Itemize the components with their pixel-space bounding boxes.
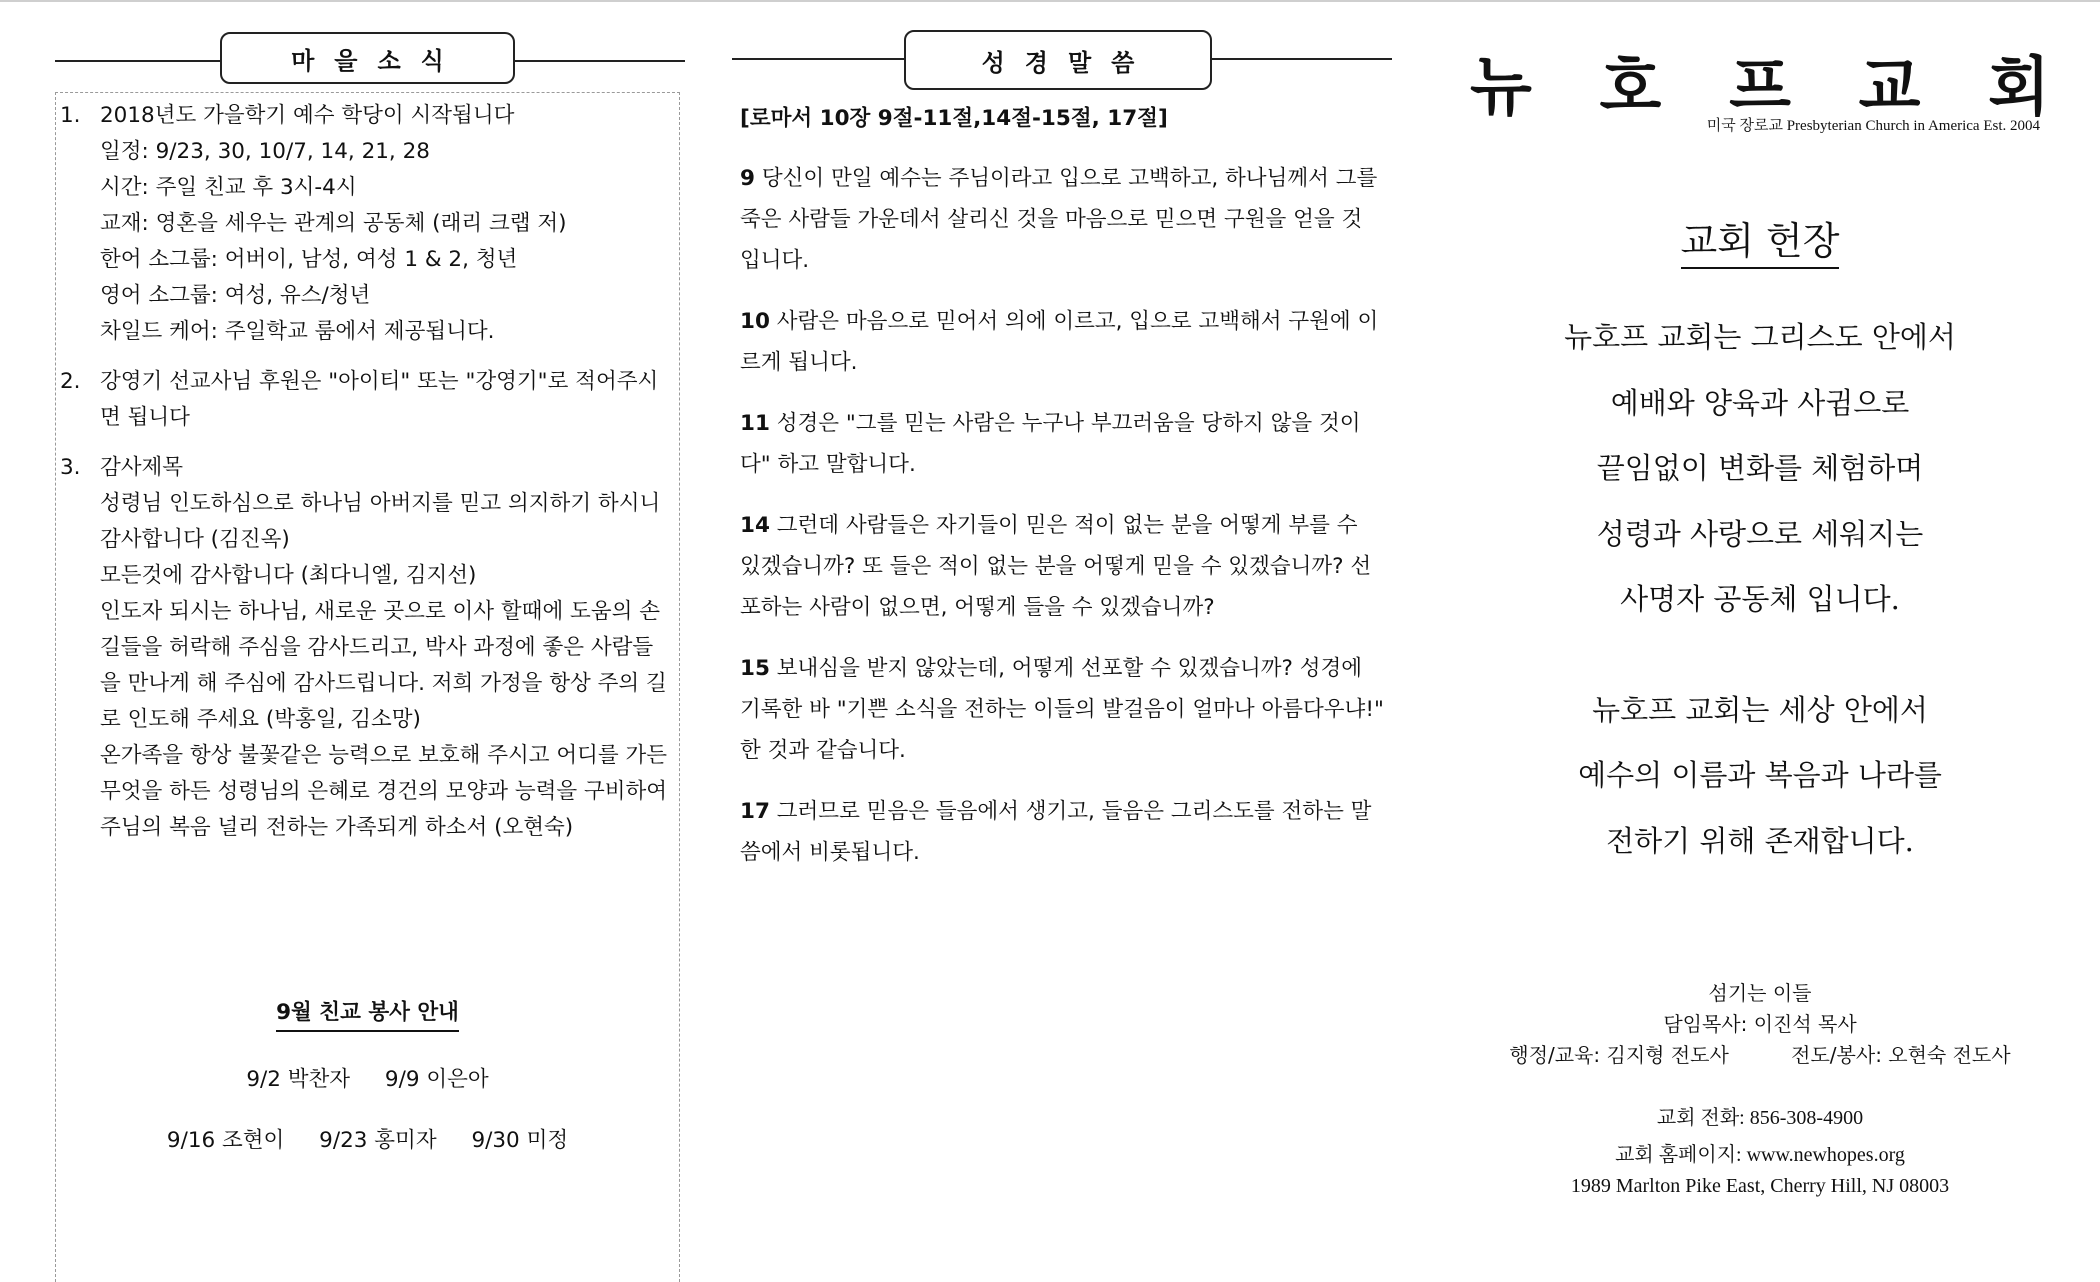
news-line: 2018년도 가을학기 예수 학당이 시작됩니다 xyxy=(100,103,515,128)
church-name-char: 교 xyxy=(1858,51,1921,125)
news-number: 1. xyxy=(60,103,81,128)
verse-line: 르게 됩니다. xyxy=(740,350,858,375)
charter-line: 뉴호프 교회는 세상 안에서 xyxy=(1592,692,1928,727)
verse-number: 10 xyxy=(740,309,770,334)
news-heading-label: 마을소식 xyxy=(220,32,515,84)
news-line: 성령님 인도하심으로 하나님 아버지를 믿고 의지하기 하시니 xyxy=(100,491,661,516)
verse xyxy=(740,158,1390,281)
news-line: 길들을 허락해 주심을 감사드리고, 박사 과정에 좋은 사람들 xyxy=(100,635,654,660)
verse-number: 9 xyxy=(740,166,755,191)
verse-line: 성경은 "그를 믿는 사람은 누구나 부끄러움을 당하지 않을 것이 xyxy=(776,411,1361,436)
news-line: 감사제목 xyxy=(100,455,184,480)
news-line: 모든것에 감사합니다 (최다니엘, 김지선) xyxy=(100,563,477,588)
verse xyxy=(740,403,1390,485)
verse xyxy=(740,791,1390,873)
verse-number: 15 xyxy=(740,656,770,681)
service-entry: 9/9 이은아 xyxy=(384,1067,489,1092)
fellowship-service xyxy=(60,995,675,1154)
news-line: 감사합니다 (김진옥) xyxy=(100,527,290,552)
verse-line: 사람은 마음으로 믿어서 의에 이르고, 입으로 고백해서 구원에 이 xyxy=(776,309,1379,334)
verse-line: 포하는 사람이 없으면, 어떻게 들을 수 있겠습니까? xyxy=(740,595,1215,620)
scripture-heading-label: 성경말씀 xyxy=(904,30,1212,90)
verse-line: 다" 하고 말합니다. xyxy=(740,452,916,477)
verse-line: 죽은 사람들 가운데서 살리신 것을 마음으로 믿으면 구원을 얻을 것 xyxy=(740,207,1363,232)
service-row xyxy=(60,1062,675,1093)
service-row xyxy=(60,1123,675,1154)
service-entry: 9/23 홍미자 xyxy=(319,1128,437,1153)
verse-line: 기록한 바 "기쁜 소식을 전하는 이들의 발걸음이 얼마나 아름다우냐!" xyxy=(740,697,1384,722)
scripture-heading xyxy=(732,30,1392,86)
church-name-char: 호 xyxy=(1599,51,1662,125)
news-line: 온가족을 항상 불꽃같은 능력으로 보호해 주시고 어디를 가든 xyxy=(100,743,668,768)
charter-line: 사명자 공동체 입니다. xyxy=(1620,582,1900,616)
church-name-char: 뉴 xyxy=(1470,51,1532,125)
scripture-passage xyxy=(740,102,1390,893)
news-line: 강영기 선교사님 후원은 "아이티" 또는 "강영기"로 적어주시 xyxy=(100,369,659,394)
church-homepage: 교회 홈페이지: www.newhopes.org xyxy=(1615,1144,1905,1166)
staff-row xyxy=(1470,1040,2050,1071)
verse xyxy=(740,301,1390,383)
scripture-reference: [로마서 10장 9절-11절,14절-15절, 17절] xyxy=(740,106,1168,131)
verse-line: 씀에서 비롯됩니다. xyxy=(740,840,920,865)
mission-staff: 전도/봉사: 오현숙 전도사 xyxy=(1791,1043,2011,1067)
church-name-char: 프 xyxy=(1729,51,1791,125)
charter-line: 끝임없이 변화를 체험하며 xyxy=(1596,451,1924,485)
verse-line: 있겠습니까? 또 들은 적이 없는 분을 어떻게 믿을 수 있겠습니까? 선 xyxy=(740,554,1372,579)
charter-line: 예수의 이름과 복음과 나라를 xyxy=(1578,758,1942,792)
news-line: 로 인도해 주세요 (박홍일, 김소망) xyxy=(100,707,421,732)
verse-line: 그러므로 믿음은 들음에서 생기고, 들음은 그리스도를 전하는 말 xyxy=(776,799,1372,824)
charter-line: 예배와 양육과 사귐으로 xyxy=(1610,385,1910,420)
news-line: 일정: 9/23, 30, 10/7, 14, 21, 28 xyxy=(100,139,430,164)
news-item xyxy=(60,450,675,846)
charter-text xyxy=(1470,312,2050,881)
verse-line: 입니다. xyxy=(740,248,810,273)
service-entry: 9/30 미정 xyxy=(471,1128,569,1153)
church-phone: 교회 전화: 856-308-4900 xyxy=(1656,1107,1864,1129)
news-line: 시간: 주일 친교 후 3시-4시 xyxy=(100,175,357,200)
admin-staff: 행정/교육: 김지형 전도사 xyxy=(1509,1043,1729,1067)
church-address: 1989 Marlton Pike East, Cherry Hill, NJ 08003 xyxy=(1570,1175,1950,1197)
charter-line: 성령과 사랑으로 세워지는 xyxy=(1596,516,1924,551)
service-entry: 9/16 조현이 xyxy=(166,1128,285,1153)
news-list xyxy=(60,98,675,860)
news-line: 교재: 영혼을 세우는 관계의 공동체 (래리 크랩 저) xyxy=(100,211,567,236)
charter-line: 뉴호프 교회는 그리스도 안에서 xyxy=(1564,320,1956,354)
verse-line: 그런데 사람들은 자기들이 믿은 적이 없는 분을 어떻게 부를 수 xyxy=(776,513,1358,538)
servants xyxy=(1470,978,2050,1071)
news-line: 주님의 복음 널리 전하는 가족되게 하소서 (오현숙) xyxy=(100,815,574,840)
service-title: 9월 친교 봉사 안내 xyxy=(276,995,459,1032)
charter-title-text: 교회 헌장 xyxy=(1681,219,1840,269)
verse-line: 보내심을 받지 않았는데, 어떻게 선포할 수 있겠습니까? 성경에 xyxy=(776,656,1363,681)
contact-info xyxy=(1470,1103,2050,1202)
verse-line: 당신이 만일 예수는 주님이라고 입으로 고백하고, 하나님께서 그를 xyxy=(761,166,1378,191)
news-item xyxy=(60,98,675,350)
top-border xyxy=(0,0,2100,2)
verse-number: 11 xyxy=(740,411,770,436)
news-line: 무엇을 하든 성령님의 은혜로 경건의 모양과 능력을 구비하여 xyxy=(100,779,668,804)
senior-pastor: 담임목사: 이진석 목사 xyxy=(1663,1012,1857,1036)
service-entry: 9/2 박찬자 xyxy=(246,1067,351,1092)
verse-number: 17 xyxy=(740,799,770,824)
news-line: 차일드 케어: 주일학교 룸에서 제공됩니다. xyxy=(100,319,495,344)
verse xyxy=(740,648,1390,771)
news-line: 영어 소그룹: 여성, 유스/청년 xyxy=(100,283,371,308)
news-line: 을 만나게 해 주심에 감사드립니다. 저희 가정을 항상 주의 길 xyxy=(100,671,667,696)
news-line: 한어 소그룹: 어버이, 남성, 여성 1 & 2, 청년 xyxy=(100,247,518,272)
verse-number: 14 xyxy=(740,513,770,538)
news-number: 2. xyxy=(60,369,81,394)
news-line: 면 됩니다 xyxy=(100,405,190,430)
charter-line: 전하기 위해 존재합니다. xyxy=(1606,823,1914,858)
charter-title xyxy=(1470,210,2050,265)
church-affiliation: 미국 장로교 Presbyterian Church in America Est. 2004 xyxy=(1706,118,2040,134)
servants-title: 섬기는 이들 xyxy=(1708,981,1812,1005)
verse xyxy=(740,505,1390,628)
news-number: 3. xyxy=(60,455,81,480)
news-heading xyxy=(55,32,685,88)
news-item xyxy=(60,364,675,436)
verse-line: 한 것과 같습니다. xyxy=(740,738,906,763)
news-line: 인도자 되시는 하나님, 새로운 곳으로 이사 할때에 도움의 손 xyxy=(100,599,660,624)
church-name-char: 회 xyxy=(1988,51,2050,125)
